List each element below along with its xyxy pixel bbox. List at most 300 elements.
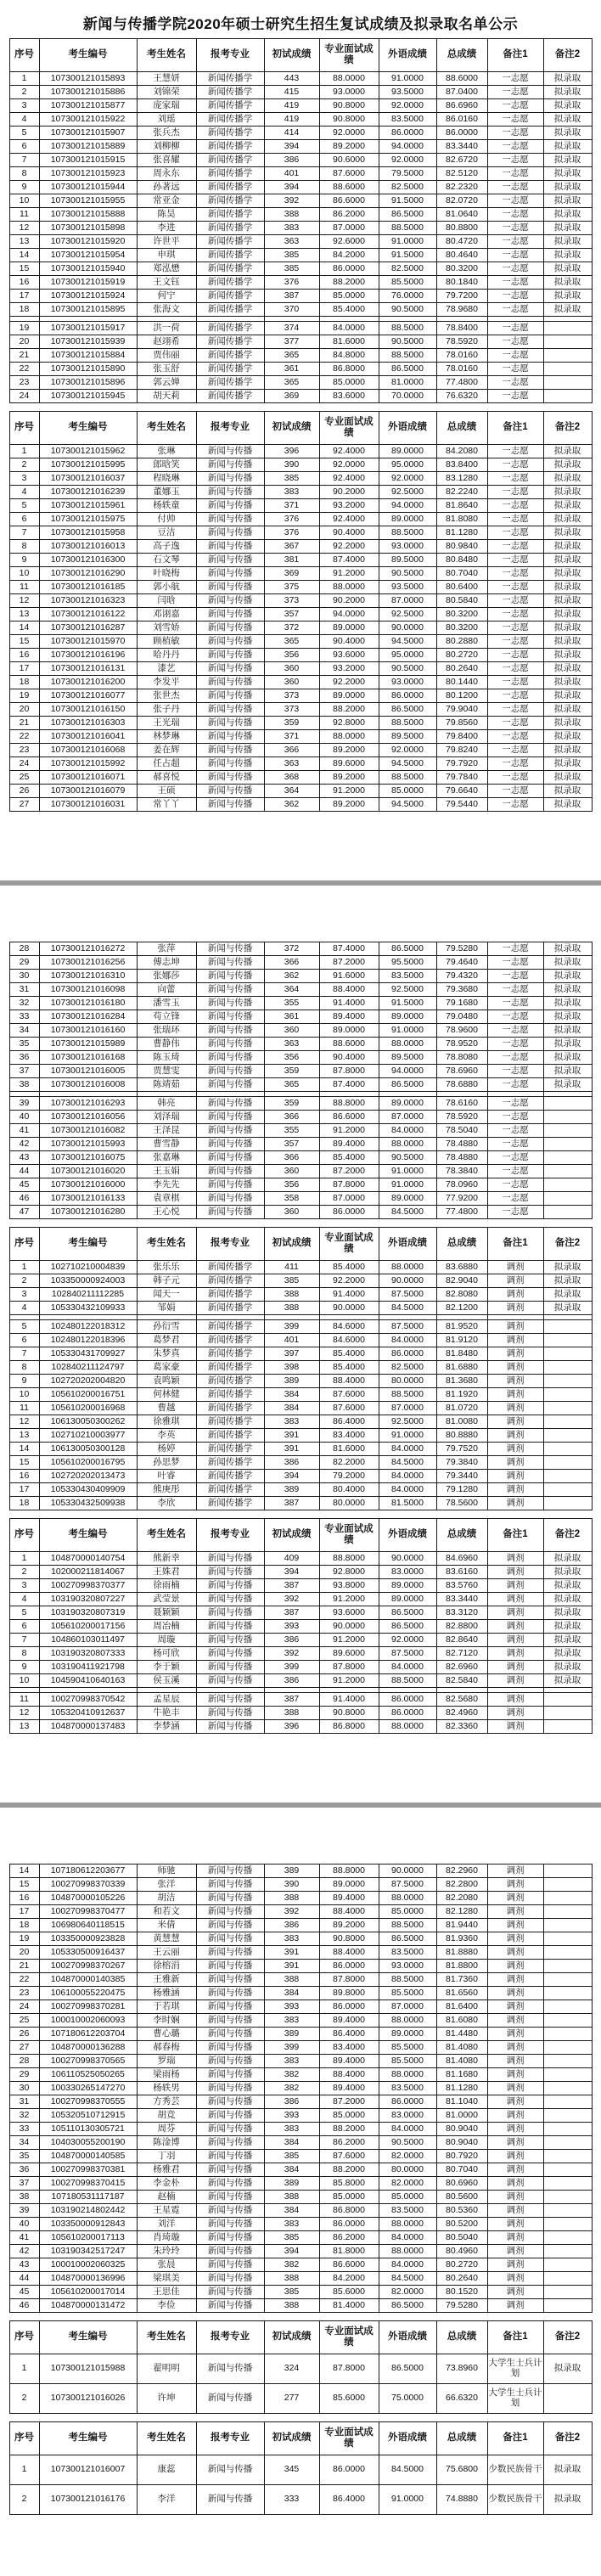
table-row bbox=[9, 1288, 592, 1302]
table-cell: 100330265147270 bbox=[39, 2082, 137, 2095]
table-cell: 新闻与传播 bbox=[196, 472, 264, 486]
table-row bbox=[9, 757, 592, 771]
table-cell: 新闻与传播 bbox=[196, 1038, 264, 1051]
table-cell: 76.6320 bbox=[436, 390, 487, 403]
table-cell: 81.9440 bbox=[436, 1919, 487, 1932]
table-cell: 9 bbox=[9, 181, 39, 194]
table-cell: 李时娴 bbox=[137, 2014, 196, 2028]
table-cell: 84.0000 bbox=[379, 1470, 436, 1483]
table-cell: 调剂 bbox=[487, 2218, 543, 2231]
table-cell: 23 bbox=[9, 744, 39, 757]
table-row bbox=[9, 1165, 592, 1178]
table-cell: 19 bbox=[9, 322, 39, 335]
table-cell: 37 bbox=[9, 2177, 39, 2191]
table-cell bbox=[543, 1932, 592, 1946]
table-cell: 89.4000 bbox=[319, 2055, 379, 2068]
table-cell: 88.5000 bbox=[379, 349, 436, 363]
column-header: 序号 bbox=[9, 412, 39, 445]
table-row bbox=[9, 1579, 592, 1593]
table-cell: 81.4080 bbox=[436, 2055, 487, 2068]
table-cell: 80.2640 bbox=[436, 662, 487, 676]
table-row bbox=[9, 2245, 592, 2258]
table-cell: 92.0000 bbox=[379, 99, 436, 113]
table-cell: 拟录取 bbox=[543, 717, 592, 730]
table-row bbox=[9, 1693, 592, 1707]
table-cell: 调剂 bbox=[487, 1973, 543, 1987]
table-cell: 一志愿 bbox=[487, 956, 543, 970]
table-cell: 82.2240 bbox=[436, 486, 487, 499]
table-cell bbox=[543, 1878, 592, 1892]
table-cell: 83.6000 bbox=[319, 390, 379, 403]
table-cell: 19 bbox=[9, 1932, 39, 1946]
table-cell: 新闻传播学 bbox=[196, 276, 264, 290]
table-cell: 85.0000 bbox=[319, 376, 379, 390]
table-cell: 80.2640 bbox=[436, 2272, 487, 2286]
table-cell: 355 bbox=[264, 1124, 319, 1138]
table-cell: 91.0000 bbox=[379, 235, 436, 249]
table-cell: 王心悦 bbox=[137, 1206, 196, 1219]
table-cell: 张子丹 bbox=[137, 703, 196, 717]
table-cell: 和若文 bbox=[137, 1905, 196, 1919]
table-cell: 1 bbox=[9, 2455, 39, 2485]
table-cell: 80.7040 bbox=[436, 567, 487, 581]
table-cell: 87.8000 bbox=[319, 1178, 379, 1192]
column-header: 备注2 bbox=[543, 2321, 592, 2354]
table-cell: 调剂 bbox=[487, 2245, 543, 2258]
table-cell: 新闻与传播 bbox=[196, 1206, 264, 1219]
table-cell: 385 bbox=[264, 472, 319, 486]
table-cell: 89.4000 bbox=[319, 2014, 379, 2028]
table-cell: 365 bbox=[264, 376, 319, 390]
table-row bbox=[9, 2095, 592, 2109]
table-cell: 新闻传播学 bbox=[196, 140, 264, 154]
table-cell: 419 bbox=[264, 113, 319, 127]
table-cell: 一志愿 bbox=[487, 1138, 543, 1151]
table-cell: 391 bbox=[264, 1429, 319, 1443]
table-cell: 90.5000 bbox=[379, 1151, 436, 1165]
table-cell: 89.2000 bbox=[319, 1919, 379, 1932]
table-cell: 新闻与传播 bbox=[196, 1593, 264, 1606]
table-cell: 390 bbox=[264, 1878, 319, 1892]
table-cell: 77.9200 bbox=[436, 1192, 487, 1206]
table-cell: 张兵杰 bbox=[137, 127, 196, 140]
table-cell: 86.5000 bbox=[379, 942, 436, 956]
table-cell: 91.0000 bbox=[379, 2485, 436, 2515]
table-cell: 拟录取 bbox=[543, 649, 592, 662]
table-cell: 78.6160 bbox=[436, 1097, 487, 1111]
table-cell: 周冶楠 bbox=[137, 1620, 196, 1634]
table-cell bbox=[543, 1946, 592, 1960]
table-cell: 80.4960 bbox=[436, 2245, 487, 2258]
table-cell: 42 bbox=[9, 2245, 39, 2258]
table-cell: 85.5000 bbox=[379, 2055, 436, 2068]
table-row bbox=[9, 222, 592, 235]
table-cell: 383 bbox=[264, 1932, 319, 1946]
table-row bbox=[9, 1261, 592, 1274]
table-cell: 8 bbox=[9, 167, 39, 181]
table-cell: 新闻与传播 bbox=[196, 581, 264, 594]
table-cell: 399 bbox=[264, 2041, 319, 2055]
table-cell bbox=[543, 1124, 592, 1138]
table-cell: 86.0000 bbox=[436, 127, 487, 140]
table-cell: 新闻传播学 bbox=[196, 290, 264, 303]
table-row bbox=[9, 1010, 592, 1024]
table-cell: 2 bbox=[9, 2485, 39, 2515]
table-cell: 新闻与传播 bbox=[196, 689, 264, 703]
table-cell bbox=[543, 2218, 592, 2231]
table-cell: 107300121015995 bbox=[39, 458, 137, 472]
table-cell: 89.0000 bbox=[379, 1192, 436, 1206]
table-cell: 闫晗 bbox=[137, 594, 196, 608]
table-cell: 81.9360 bbox=[436, 1932, 487, 1946]
table-cell: 92.5000 bbox=[379, 983, 436, 997]
table-cell: 新闻传播学 bbox=[196, 1443, 264, 1456]
table-cell: 81.4080 bbox=[436, 2041, 487, 2055]
table-cell: 31 bbox=[9, 983, 39, 997]
table-cell: 调剂 bbox=[487, 2068, 543, 2082]
table-cell: 一志愿 bbox=[487, 798, 543, 812]
table-cell: 调剂 bbox=[487, 2014, 543, 2028]
table-cell: 45 bbox=[9, 2286, 39, 2299]
table-cell: 85.0000 bbox=[319, 2191, 379, 2204]
table-cell: 107300121016300 bbox=[39, 554, 137, 567]
column-header: 外语成绩 bbox=[379, 1519, 436, 1552]
table-cell: 调剂 bbox=[487, 1932, 543, 1946]
table-cell: 104030055200190 bbox=[39, 2136, 137, 2150]
table-cell: 81.0640 bbox=[436, 208, 487, 222]
table-row bbox=[9, 1347, 592, 1361]
table-cell: 新闻与传播 bbox=[196, 997, 264, 1010]
table-cell: 新闻与传播 bbox=[196, 1620, 264, 1634]
table-cell: 一志愿 bbox=[487, 1065, 543, 1078]
table-cell: 韩子元 bbox=[137, 1274, 196, 1288]
table-cell: 89.4000 bbox=[319, 2082, 379, 2095]
table-cell: 调剂 bbox=[487, 1878, 543, 1892]
table-cell: 新闻与传播 bbox=[196, 1905, 264, 1919]
table-cell: 79.5280 bbox=[436, 942, 487, 956]
table-cell: 4 bbox=[9, 1302, 39, 1315]
table-cell: 新闻传播学 bbox=[196, 262, 264, 276]
table-cell: 107300121016122 bbox=[39, 608, 137, 622]
table-cell: 84.5000 bbox=[379, 1206, 436, 1219]
table-cell: 391 bbox=[264, 1960, 319, 1973]
table-cell: 调剂 bbox=[487, 2286, 543, 2299]
table-cell: 调剂 bbox=[487, 1497, 543, 1510]
table-cell: 拟录取 bbox=[543, 72, 592, 86]
table-cell: 106110525050265 bbox=[39, 2068, 137, 2082]
table-cell: 调剂 bbox=[487, 1483, 543, 1497]
table-cell: 新闻与传播 bbox=[196, 2455, 264, 2485]
table-cell: 调剂 bbox=[487, 1593, 543, 1606]
table-cell: 王硕 bbox=[137, 785, 196, 798]
table-cell: 84.2000 bbox=[319, 2272, 379, 2286]
table-row bbox=[9, 635, 592, 649]
table-cell: 89.0000 bbox=[379, 1593, 436, 1606]
table-cell: 2 bbox=[9, 458, 39, 472]
table-cell: 107300121016082 bbox=[39, 1124, 137, 1138]
table-cell: 80.1840 bbox=[436, 276, 487, 290]
table-cell: 78.0160 bbox=[436, 349, 487, 363]
table-row bbox=[9, 1097, 592, 1111]
table-cell: 90.0000 bbox=[319, 1620, 379, 1634]
table-row bbox=[9, 1361, 592, 1375]
table-cell: 4 bbox=[9, 486, 39, 499]
table-cell: 调剂 bbox=[487, 2041, 543, 2055]
table-cell: 88.5000 bbox=[379, 222, 436, 235]
table-cell: 87.8000 bbox=[319, 1661, 379, 1674]
table-cell: 洪一荷 bbox=[137, 322, 196, 335]
table-cell: 372 bbox=[264, 622, 319, 635]
table-row bbox=[9, 1274, 592, 1288]
table-cell: 4 bbox=[9, 1593, 39, 1606]
table-cell: 86.0000 bbox=[319, 2000, 379, 2014]
table-cell bbox=[543, 363, 592, 376]
table-row bbox=[9, 567, 592, 581]
column-header: 专业面试成绩 bbox=[319, 2321, 379, 2354]
table-cell: 41 bbox=[9, 2231, 39, 2245]
table-cell: 拟录取 bbox=[543, 997, 592, 1010]
table-cell: 82.2960 bbox=[436, 1865, 487, 1878]
table-cell: 409 bbox=[264, 1552, 319, 1566]
table-cell: 90.0000 bbox=[379, 1274, 436, 1288]
table-cell: 102840211124797 bbox=[39, 1361, 137, 1375]
column-header: 考生姓名 bbox=[137, 2422, 196, 2455]
table-cell bbox=[543, 1973, 592, 1987]
table-row bbox=[9, 1720, 592, 1734]
table-cell: 新闻与传播 bbox=[196, 499, 264, 513]
table-cell: 李英 bbox=[137, 1429, 196, 1443]
table-cell: 调剂 bbox=[487, 1552, 543, 1566]
table-cell: 84.8000 bbox=[319, 349, 379, 363]
table-cell: 11 bbox=[9, 581, 39, 594]
table-cell: 常亚金 bbox=[137, 194, 196, 208]
table-cell: 103350000923828 bbox=[39, 1932, 137, 1946]
table-cell: 拟录取 bbox=[543, 1593, 592, 1606]
table-cell: 调剂 bbox=[487, 2191, 543, 2204]
table-cell: 40 bbox=[9, 2218, 39, 2231]
table-cell bbox=[543, 2191, 592, 2204]
table-cell: 许世平 bbox=[137, 235, 196, 249]
table-cell: 89.5000 bbox=[379, 1051, 436, 1065]
table-cell bbox=[543, 2150, 592, 2163]
table-cell: 92.5000 bbox=[379, 1415, 436, 1429]
table-cell: 一志愿 bbox=[487, 322, 543, 335]
table-cell: 79.8400 bbox=[436, 730, 487, 744]
table-cell: 86.0000 bbox=[379, 1693, 436, 1707]
table-cell: 杨可欣 bbox=[137, 1647, 196, 1661]
table-cell: 366 bbox=[264, 1111, 319, 1124]
table-cell: 394 bbox=[264, 1566, 319, 1579]
table-cell: 106980640118515 bbox=[39, 1919, 137, 1932]
table-cell: 105330431709927 bbox=[39, 1347, 137, 1361]
table-cell: 一志愿 bbox=[487, 72, 543, 86]
table-cell: 81.8880 bbox=[436, 1946, 487, 1960]
table-cell: 新闻与传播 bbox=[196, 2068, 264, 2082]
table-cell: 388 bbox=[264, 2299, 319, 2313]
table-cell: 90.4000 bbox=[319, 526, 379, 540]
table-cell: 103350000924003 bbox=[39, 1274, 137, 1288]
table-row bbox=[9, 1151, 592, 1165]
table-cell: 79.8240 bbox=[436, 744, 487, 757]
table-cell: 新闻传播学 bbox=[196, 1497, 264, 1510]
header-row bbox=[9, 39, 592, 72]
table-cell: 新闻与传播 bbox=[196, 1165, 264, 1178]
table-cell: 107300121015945 bbox=[39, 390, 137, 403]
table-cell: 87.5000 bbox=[379, 1878, 436, 1892]
table-cell: 12 bbox=[9, 1415, 39, 1429]
table-cell: 新闻与传播 bbox=[196, 2258, 264, 2272]
table-cell: 80.8480 bbox=[436, 554, 487, 567]
table-cell: 17 bbox=[9, 290, 39, 303]
table-row bbox=[9, 608, 592, 622]
table-cell: 调剂 bbox=[487, 2082, 543, 2095]
table-cell: 89.5000 bbox=[379, 730, 436, 744]
table-cell: 80.0000 bbox=[379, 2163, 436, 2177]
table-cell: 107300121016056 bbox=[39, 1111, 137, 1124]
table-cell: 100270998370377 bbox=[39, 1579, 137, 1593]
column-header: 总成绩 bbox=[436, 2422, 487, 2455]
table-cell: 周璇 bbox=[137, 1634, 196, 1647]
table-cell: 89.0000 bbox=[379, 1579, 436, 1593]
table-cell: 梁琪美 bbox=[137, 2272, 196, 2286]
table-cell: 95.0000 bbox=[379, 649, 436, 662]
table-cell: 79.3440 bbox=[436, 1470, 487, 1483]
table-cell: 89.2000 bbox=[319, 798, 379, 812]
table-row bbox=[9, 581, 592, 594]
table-cell: 82.5000 bbox=[379, 1361, 436, 1375]
column-header: 备注1 bbox=[487, 1519, 543, 1552]
table-cell: 21 bbox=[9, 717, 39, 730]
column-header: 序号 bbox=[9, 2321, 39, 2354]
table-cell: 94.5000 bbox=[379, 798, 436, 812]
table-row bbox=[9, 1024, 592, 1038]
table-cell: 79.3680 bbox=[436, 983, 487, 997]
table-cell: 92.4000 bbox=[319, 445, 379, 458]
table-cell: 94.5000 bbox=[379, 635, 436, 649]
table-cell: 刘洋 bbox=[137, 2218, 196, 2231]
table-cell: 顾植敏 bbox=[137, 635, 196, 649]
table-row bbox=[9, 390, 592, 403]
table-cell: 新闻与传播 bbox=[196, 2055, 264, 2068]
table-cell: 拟录取 bbox=[543, 1674, 592, 1688]
table-cell: 新闻与传播 bbox=[196, 1661, 264, 1674]
table-cell: 91.2000 bbox=[319, 567, 379, 581]
table-cell: 一志愿 bbox=[487, 662, 543, 676]
table-cell: 9 bbox=[9, 1661, 39, 1674]
table-row bbox=[9, 140, 592, 154]
table-cell: 杨雅涵 bbox=[137, 1987, 196, 2000]
table-cell: 414 bbox=[264, 127, 319, 140]
table-row bbox=[9, 2191, 592, 2204]
table-cell: 84.0000 bbox=[379, 2123, 436, 2136]
table-cell: 104860103011497 bbox=[39, 1634, 137, 1647]
column-header: 序号 bbox=[9, 39, 39, 72]
table-cell: 387 bbox=[264, 1693, 319, 1707]
table-cell: 叶晓梅 bbox=[137, 567, 196, 581]
table-row bbox=[9, 703, 592, 717]
table-cell: 107300121016008 bbox=[39, 1078, 137, 1092]
table-cell bbox=[543, 1693, 592, 1707]
table-cell: 调剂 bbox=[487, 2055, 543, 2068]
table-cell: 86.8000 bbox=[319, 363, 379, 376]
table-cell: 一志愿 bbox=[487, 554, 543, 567]
table-cell: 调剂 bbox=[487, 2299, 543, 2313]
table-cell: 373 bbox=[264, 689, 319, 703]
table-cell: 93.5000 bbox=[379, 581, 436, 594]
table-cell: 106100055220475 bbox=[39, 1987, 137, 2000]
table-cell: 86.0000 bbox=[379, 127, 436, 140]
table-cell: 81.6560 bbox=[436, 1987, 487, 2000]
table-cell: 郝春梅 bbox=[137, 2041, 196, 2055]
table-row bbox=[9, 1878, 592, 1892]
table-cell: 一志愿 bbox=[487, 744, 543, 757]
table-cell: 87.4000 bbox=[319, 554, 379, 567]
column-header: 初试成绩 bbox=[264, 1519, 319, 1552]
table-cell: 104870000137483 bbox=[39, 1720, 137, 1734]
table-cell: 80.4720 bbox=[436, 235, 487, 249]
table-cell: 新闻与传播 bbox=[196, 513, 264, 526]
table-cell: 88.0000 bbox=[379, 1038, 436, 1051]
table-cell: 362 bbox=[264, 798, 319, 812]
table-cell: 86.5000 bbox=[379, 1606, 436, 1620]
table-cell: 82.2800 bbox=[436, 1878, 487, 1892]
table-cell: 78.9520 bbox=[436, 1038, 487, 1051]
table-cell: 88.6000 bbox=[319, 181, 379, 194]
table-cell: 调剂 bbox=[487, 1334, 543, 1347]
table-cell: 84.6000 bbox=[319, 1320, 379, 1334]
table-cell: 20 bbox=[9, 1946, 39, 1960]
table-cell: 贾慧雯 bbox=[137, 1065, 196, 1078]
table-cell: 新闻传播学 bbox=[196, 1274, 264, 1288]
table-row bbox=[9, 154, 592, 167]
page-separator bbox=[0, 819, 601, 942]
table-cell: 新闻与传播 bbox=[196, 970, 264, 983]
table-cell: 86.5000 bbox=[379, 1932, 436, 1946]
table-cell: 14 bbox=[9, 249, 39, 262]
table-cell: 新闻与传播 bbox=[196, 771, 264, 785]
table-cell: 44 bbox=[9, 2272, 39, 2286]
table-cell: 78.4880 bbox=[436, 1138, 487, 1151]
table-cell: 79.1680 bbox=[436, 997, 487, 1010]
table-cell: 新闻与传播 bbox=[196, 567, 264, 581]
table-cell: 陈昊 bbox=[137, 208, 196, 222]
table-cell: 李进 bbox=[137, 222, 196, 235]
table-cell: 拟录取 bbox=[543, 249, 592, 262]
table-cell: 80.8880 bbox=[436, 1429, 487, 1443]
table-cell: 一志愿 bbox=[487, 1178, 543, 1192]
table-cell: 27 bbox=[9, 798, 39, 812]
table-cell: 常丫丫 bbox=[137, 798, 196, 812]
table-cell: 新闻与传播 bbox=[196, 1946, 264, 1960]
table-cell: 新闻传播学 bbox=[196, 222, 264, 235]
table-cell: 89.6000 bbox=[319, 757, 379, 771]
table-cell: 调剂 bbox=[487, 1707, 543, 1720]
table-cell: 新闻传播学 bbox=[196, 127, 264, 140]
table-cell: 拟录取 bbox=[543, 1051, 592, 1065]
table-cell: 107300121015939 bbox=[39, 335, 137, 349]
table-cell: 393 bbox=[264, 2000, 319, 2014]
table-row bbox=[9, 1320, 592, 1334]
table-cell bbox=[543, 335, 592, 349]
table-cell: 324 bbox=[264, 2354, 319, 2384]
table-cell: 10 bbox=[9, 1388, 39, 1402]
column-header: 备注1 bbox=[487, 412, 543, 445]
table-cell: 新闻传播学 bbox=[196, 249, 264, 262]
table-cell: 88.4000 bbox=[319, 1905, 379, 1919]
table-cell: 新闻与传播 bbox=[196, 785, 264, 798]
table-cell: 47 bbox=[9, 1206, 39, 1219]
table-cell: 新闻与传播 bbox=[196, 1065, 264, 1078]
